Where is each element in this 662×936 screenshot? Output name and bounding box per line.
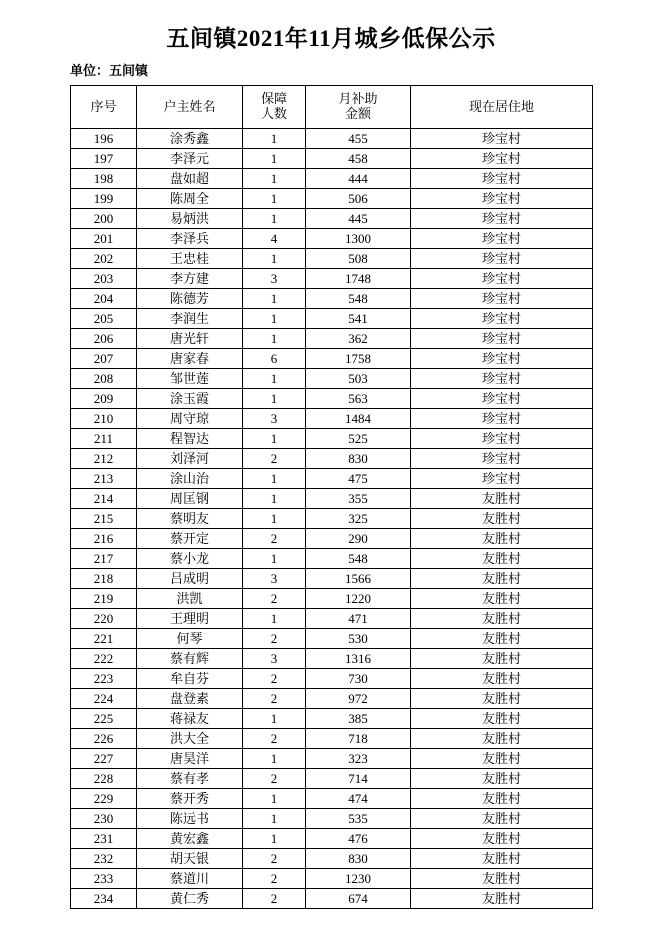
cell-sequence: 218 <box>71 569 137 589</box>
cell-people-count: 2 <box>243 769 306 789</box>
cell-residence: 友胜村 <box>411 869 593 889</box>
cell-householder: 牟自芬 <box>137 669 243 689</box>
cell-householder: 蔡明友 <box>137 509 243 529</box>
table-row <box>71 749 593 769</box>
cell-monthly-amount: 830 <box>306 849 411 869</box>
cell-sequence: 226 <box>71 729 137 749</box>
cell-monthly-amount: 1748 <box>306 269 411 289</box>
cell-householder: 蒋禄友 <box>137 709 243 729</box>
cell-residence: 友胜村 <box>411 649 593 669</box>
cell-monthly-amount: 444 <box>306 169 411 189</box>
cell-residence: 珍宝村 <box>411 249 593 269</box>
table-row <box>71 229 593 249</box>
cell-monthly-amount: 830 <box>306 449 411 469</box>
cell-people-count: 1 <box>243 149 306 169</box>
cell-people-count: 2 <box>243 849 306 869</box>
cell-monthly-amount: 503 <box>306 369 411 389</box>
cell-people-count: 3 <box>243 269 306 289</box>
cell-people-count: 2 <box>243 869 306 889</box>
cell-householder: 邹世莲 <box>137 369 243 389</box>
page-title: 五间镇2021年11月城乡低保公示 <box>166 26 496 51</box>
table-row <box>71 809 593 829</box>
cell-people-count: 2 <box>243 669 306 689</box>
cell-monthly-amount: 525 <box>306 429 411 449</box>
cell-sequence: 215 <box>71 509 137 529</box>
table-row <box>71 829 593 849</box>
cell-sequence: 199 <box>71 189 137 209</box>
cell-residence: 友胜村 <box>411 529 593 549</box>
cell-people-count: 2 <box>243 449 306 469</box>
cell-residence: 珍宝村 <box>411 189 593 209</box>
cell-residence: 友胜村 <box>411 689 593 709</box>
table-row <box>71 189 593 209</box>
table-row <box>71 429 593 449</box>
cell-people-count: 1 <box>243 429 306 449</box>
table-row <box>71 309 593 329</box>
cell-householder: 蔡小龙 <box>137 549 243 569</box>
column-header-people-line2: 人数 <box>260 106 287 122</box>
cell-sequence: 212 <box>71 449 137 469</box>
table-row <box>71 269 593 289</box>
cell-residence: 友胜村 <box>411 709 593 729</box>
cell-householder: 蔡开秀 <box>137 789 243 809</box>
cell-monthly-amount: 1566 <box>306 569 411 589</box>
cell-people-count: 1 <box>243 309 306 329</box>
table-body <box>71 129 593 909</box>
cell-householder: 唐光轩 <box>137 329 243 349</box>
cell-monthly-amount: 674 <box>306 889 411 909</box>
cell-householder: 周守琼 <box>137 409 243 429</box>
cell-householder: 王理明 <box>137 609 243 629</box>
cell-monthly-amount: 506 <box>306 189 411 209</box>
cell-sequence: 214 <box>71 489 137 509</box>
cell-monthly-amount: 541 <box>306 309 411 329</box>
cell-sequence: 213 <box>71 469 137 489</box>
cell-residence: 友胜村 <box>411 669 593 689</box>
cell-people-count: 1 <box>243 749 306 769</box>
cell-householder: 李泽兵 <box>137 229 243 249</box>
cell-residence: 珍宝村 <box>411 349 593 369</box>
cell-monthly-amount: 1758 <box>306 349 411 369</box>
cell-residence: 友胜村 <box>411 729 593 749</box>
table-row <box>71 389 593 409</box>
cell-sequence: 206 <box>71 329 137 349</box>
cell-sequence: 227 <box>71 749 137 769</box>
cell-householder: 唐昊洋 <box>137 749 243 769</box>
table-row <box>71 689 593 709</box>
cell-people-count: 1 <box>243 549 306 569</box>
table-row <box>71 249 593 269</box>
table-row <box>71 329 593 349</box>
cell-sequence: 229 <box>71 789 137 809</box>
cell-residence: 友胜村 <box>411 849 593 869</box>
cell-people-count: 1 <box>243 209 306 229</box>
cell-householder: 吕成明 <box>137 569 243 589</box>
table-row <box>71 129 593 149</box>
cell-residence: 友胜村 <box>411 489 593 509</box>
table-row <box>71 369 593 389</box>
cell-householder: 蔡开定 <box>137 529 243 549</box>
cell-monthly-amount: 1220 <box>306 589 411 609</box>
cell-sequence: 210 <box>71 409 137 429</box>
cell-sequence: 202 <box>71 249 137 269</box>
cell-residence: 友胜村 <box>411 569 593 589</box>
cell-people-count: 1 <box>243 329 306 349</box>
column-header-householder-label: 户主姓名 <box>163 98 216 114</box>
cell-sequence: 230 <box>71 809 137 829</box>
cell-people-count: 1 <box>243 809 306 829</box>
cell-residence: 友胜村 <box>411 629 593 649</box>
table-row <box>71 649 593 669</box>
cell-residence: 珍宝村 <box>411 229 593 249</box>
cell-monthly-amount: 455 <box>306 129 411 149</box>
cell-residence: 珍宝村 <box>411 369 593 389</box>
cell-monthly-amount: 730 <box>306 669 411 689</box>
cell-monthly-amount: 535 <box>306 809 411 829</box>
cell-sequence: 221 <box>71 629 137 649</box>
column-header-people-line1: 保障 <box>260 91 287 107</box>
cell-sequence: 201 <box>71 229 137 249</box>
table-row <box>71 149 593 169</box>
cell-people-count: 1 <box>243 249 306 269</box>
cell-sequence: 204 <box>71 289 137 309</box>
table-row <box>71 589 593 609</box>
cell-householder: 唐家春 <box>137 349 243 369</box>
unit-label: 单位：五间镇 <box>70 62 149 78</box>
subsidy-table <box>70 85 593 909</box>
table-row <box>71 769 593 789</box>
cell-householder: 黄宏鑫 <box>137 829 243 849</box>
cell-residence: 友胜村 <box>411 809 593 829</box>
cell-people-count: 1 <box>243 609 306 629</box>
cell-people-count: 1 <box>243 469 306 489</box>
cell-people-count: 4 <box>243 229 306 249</box>
column-header-residence-label: 现在居住地 <box>468 98 534 114</box>
cell-sequence: 203 <box>71 269 137 289</box>
cell-people-count: 2 <box>243 589 306 609</box>
header-row <box>71 86 593 129</box>
cell-people-count: 2 <box>243 689 306 709</box>
cell-monthly-amount: 476 <box>306 829 411 849</box>
cell-sequence: 205 <box>71 309 137 329</box>
table-row <box>71 509 593 529</box>
cell-householder: 黄仁秀 <box>137 889 243 909</box>
cell-householder: 洪凯 <box>137 589 243 609</box>
cell-monthly-amount: 355 <box>306 489 411 509</box>
cell-householder: 李泽元 <box>137 149 243 169</box>
cell-monthly-amount: 475 <box>306 469 411 489</box>
cell-sequence: 216 <box>71 529 137 549</box>
cell-householder: 蔡道川 <box>137 869 243 889</box>
cell-residence: 珍宝村 <box>411 309 593 329</box>
cell-sequence: 222 <box>71 649 137 669</box>
cell-residence: 珍宝村 <box>411 389 593 409</box>
cell-householder: 涂山治 <box>137 469 243 489</box>
cell-residence: 珍宝村 <box>411 129 593 149</box>
table-row <box>71 209 593 229</box>
table-row <box>71 729 593 749</box>
cell-monthly-amount: 471 <box>306 609 411 629</box>
table-row <box>71 869 593 889</box>
cell-residence: 珍宝村 <box>411 409 593 429</box>
cell-residence: 友胜村 <box>411 769 593 789</box>
cell-people-count: 1 <box>243 509 306 529</box>
cell-monthly-amount: 362 <box>306 329 411 349</box>
cell-sequence: 225 <box>71 709 137 729</box>
cell-monthly-amount: 1300 <box>306 229 411 249</box>
table-container <box>0 78 662 909</box>
table-row <box>71 849 593 869</box>
cell-sequence: 197 <box>71 149 137 169</box>
table-row <box>71 169 593 189</box>
cell-monthly-amount: 325 <box>306 509 411 529</box>
cell-sequence: 208 <box>71 369 137 389</box>
cell-monthly-amount: 548 <box>306 289 411 309</box>
cell-householder: 蔡有孝 <box>137 769 243 789</box>
cell-monthly-amount: 718 <box>306 729 411 749</box>
cell-sequence: 228 <box>71 769 137 789</box>
cell-householder: 周匡钢 <box>137 489 243 509</box>
cell-monthly-amount: 385 <box>306 709 411 729</box>
cell-people-count: 3 <box>243 649 306 669</box>
cell-householder: 盘如超 <box>137 169 243 189</box>
cell-people-count: 1 <box>243 289 306 309</box>
cell-monthly-amount: 1230 <box>306 869 411 889</box>
column-header-monthly-amount <box>306 86 411 129</box>
column-header-people-count <box>243 86 306 129</box>
cell-monthly-amount: 445 <box>306 209 411 229</box>
cell-people-count: 1 <box>243 389 306 409</box>
cell-people-count: 1 <box>243 129 306 149</box>
column-header-sequence <box>71 86 137 129</box>
cell-residence: 友胜村 <box>411 509 593 529</box>
table-row <box>71 349 593 369</box>
cell-sequence: 223 <box>71 669 137 689</box>
cell-householder: 易炳洪 <box>137 209 243 229</box>
cell-monthly-amount: 508 <box>306 249 411 269</box>
cell-residence: 友胜村 <box>411 829 593 849</box>
cell-people-count: 2 <box>243 529 306 549</box>
cell-sequence: 198 <box>71 169 137 189</box>
table-row <box>71 529 593 549</box>
column-header-amount-line2: 金额 <box>344 106 371 122</box>
cell-sequence: 220 <box>71 609 137 629</box>
table-row <box>71 469 593 489</box>
cell-sequence: 207 <box>71 349 137 369</box>
cell-monthly-amount: 458 <box>306 149 411 169</box>
cell-residence: 友胜村 <box>411 609 593 629</box>
cell-monthly-amount: 1316 <box>306 649 411 669</box>
column-header-householder <box>137 86 243 129</box>
cell-residence: 友胜村 <box>411 589 593 609</box>
cell-monthly-amount: 323 <box>306 749 411 769</box>
cell-householder: 李润生 <box>137 309 243 329</box>
cell-sequence: 233 <box>71 869 137 889</box>
cell-people-count: 1 <box>243 169 306 189</box>
cell-people-count: 1 <box>243 189 306 209</box>
cell-householder: 洪大全 <box>137 729 243 749</box>
table-row <box>71 669 593 689</box>
table-row <box>71 549 593 569</box>
cell-sequence: 232 <box>71 849 137 869</box>
cell-residence: 珍宝村 <box>411 209 593 229</box>
cell-sequence: 217 <box>71 549 137 569</box>
table-row <box>71 889 593 909</box>
cell-householder: 何琴 <box>137 629 243 649</box>
cell-householder: 蔡有辉 <box>137 649 243 669</box>
cell-sequence: 219 <box>71 589 137 609</box>
cell-householder: 胡天银 <box>137 849 243 869</box>
cell-people-count: 1 <box>243 829 306 849</box>
cell-monthly-amount: 474 <box>306 789 411 809</box>
cell-residence: 友胜村 <box>411 749 593 769</box>
cell-people-count: 3 <box>243 569 306 589</box>
cell-residence: 珍宝村 <box>411 329 593 349</box>
table-row <box>71 609 593 629</box>
cell-monthly-amount: 714 <box>306 769 411 789</box>
cell-householder: 陈远书 <box>137 809 243 829</box>
cell-sequence: 231 <box>71 829 137 849</box>
cell-householder: 陈德芳 <box>137 289 243 309</box>
cell-sequence: 209 <box>71 389 137 409</box>
cell-sequence: 224 <box>71 689 137 709</box>
cell-residence: 珍宝村 <box>411 429 593 449</box>
table-row <box>71 629 593 649</box>
cell-sequence: 211 <box>71 429 137 449</box>
cell-people-count: 1 <box>243 489 306 509</box>
cell-monthly-amount: 972 <box>306 689 411 709</box>
cell-monthly-amount: 563 <box>306 389 411 409</box>
cell-people-count: 1 <box>243 789 306 809</box>
table-row <box>71 709 593 729</box>
cell-people-count: 2 <box>243 629 306 649</box>
cell-monthly-amount: 548 <box>306 549 411 569</box>
column-header-sequence-label: 序号 <box>90 98 117 114</box>
cell-householder: 涂玉霞 <box>137 389 243 409</box>
cell-people-count: 1 <box>243 369 306 389</box>
cell-people-count: 6 <box>243 349 306 369</box>
cell-people-count: 3 <box>243 409 306 429</box>
table-row <box>71 409 593 429</box>
table-row <box>71 569 593 589</box>
cell-sequence: 234 <box>71 889 137 909</box>
cell-people-count: 2 <box>243 729 306 749</box>
cell-householder: 李方建 <box>137 269 243 289</box>
cell-householder: 盘登素 <box>137 689 243 709</box>
cell-residence: 珍宝村 <box>411 469 593 489</box>
cell-people-count: 1 <box>243 709 306 729</box>
cell-householder: 刘泽河 <box>137 449 243 469</box>
cell-householder: 程智达 <box>137 429 243 449</box>
cell-sequence: 196 <box>71 129 137 149</box>
table-row <box>71 789 593 809</box>
table-row <box>71 489 593 509</box>
cell-residence: 珍宝村 <box>411 169 593 189</box>
cell-householder: 王忠桂 <box>137 249 243 269</box>
cell-residence: 珍宝村 <box>411 149 593 169</box>
cell-residence: 友胜村 <box>411 889 593 909</box>
table-row <box>71 289 593 309</box>
cell-monthly-amount: 290 <box>306 529 411 549</box>
cell-monthly-amount: 530 <box>306 629 411 649</box>
cell-residence: 珍宝村 <box>411 289 593 309</box>
cell-people-count: 2 <box>243 889 306 909</box>
cell-residence: 珍宝村 <box>411 269 593 289</box>
column-header-residence <box>411 86 593 129</box>
cell-householder: 陈周全 <box>137 189 243 209</box>
cell-residence: 友胜村 <box>411 789 593 809</box>
cell-sequence: 200 <box>71 209 137 229</box>
table-row <box>71 449 593 469</box>
column-header-amount-line1: 月补助 <box>338 91 378 107</box>
cell-householder: 涂秀鑫 <box>137 129 243 149</box>
cell-residence: 珍宝村 <box>411 449 593 469</box>
cell-monthly-amount: 1484 <box>306 409 411 429</box>
table-header <box>71 86 593 129</box>
cell-residence: 友胜村 <box>411 549 593 569</box>
